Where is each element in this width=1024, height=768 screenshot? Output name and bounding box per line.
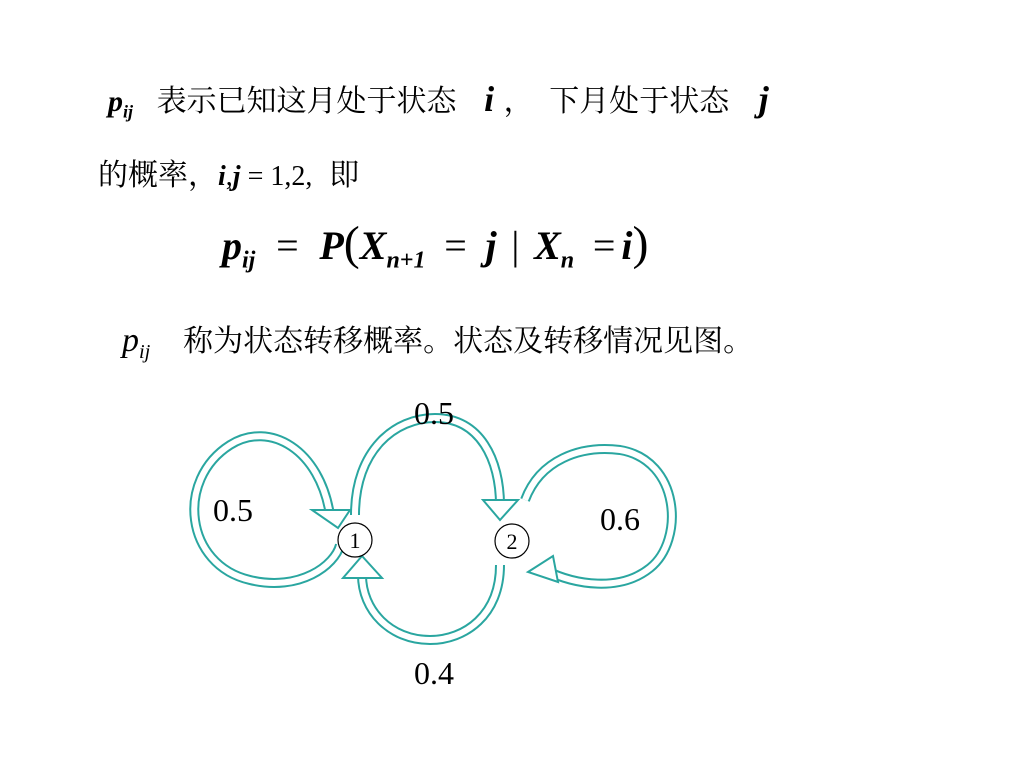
line-2-values: 1,2, (270, 161, 313, 192)
p-ij-symbol-2: $p_{ij}$ (122, 322, 151, 364)
line-4-text: 称为状态转移概率。状态及转移情况见图。 (183, 324, 754, 359)
formula-eq-2: = (444, 223, 467, 268)
line-1-comma: ， (503, 84, 534, 119)
line-2-eq: = (240, 161, 271, 192)
line-1-text-a: 表示已知这月处于状态 (156, 84, 457, 119)
arrowhead-1-1 (312, 510, 350, 528)
formula-P: P (319, 223, 344, 268)
line-1-text-b: 下月处于状态 (549, 84, 730, 119)
state-j: j (758, 79, 769, 119)
arrow-2-to-1 (362, 565, 500, 640)
formula-eq-1: = (276, 223, 299, 268)
formula-p: $p_{ij}$ (222, 223, 256, 274)
formula-rparen: ) (632, 217, 649, 270)
formula-lparen: ( (343, 217, 360, 270)
p-ij-symbol: $p_{ij}$ (108, 85, 134, 122)
formula-X-n1: $X_{n+1}$ (359, 223, 426, 274)
formula-eq-3: = (592, 223, 616, 268)
edge-label-2-to-1: 0.4 (414, 655, 454, 691)
formula-X-n: $X_n$ (534, 223, 575, 274)
line-2-i: i (218, 161, 226, 192)
node-1-label: 1 (349, 528, 361, 553)
edge-label-1-to-2: 0.5 (414, 395, 454, 431)
line-2-ji: 即 (329, 158, 360, 193)
node-1 (338, 523, 372, 557)
formula-j: j (485, 223, 497, 268)
line-2-j: j (232, 161, 241, 192)
node-2-label: 2 (506, 529, 518, 554)
node-2 (495, 524, 529, 558)
edge-label-1-1: 0.5 (213, 492, 253, 528)
arrowhead-1-to-2 (483, 500, 518, 520)
arrowhead-2-2 (528, 556, 558, 582)
formula-bar: | (511, 223, 520, 268)
edge-label-2-2: 0.6 (600, 501, 640, 537)
line-2-text: 的概率， (98, 158, 218, 193)
arrowhead-2-to-1 (343, 556, 382, 578)
line-2-sep: , (225, 161, 233, 192)
formula-i: i (621, 223, 633, 268)
state-i: i (484, 79, 495, 119)
